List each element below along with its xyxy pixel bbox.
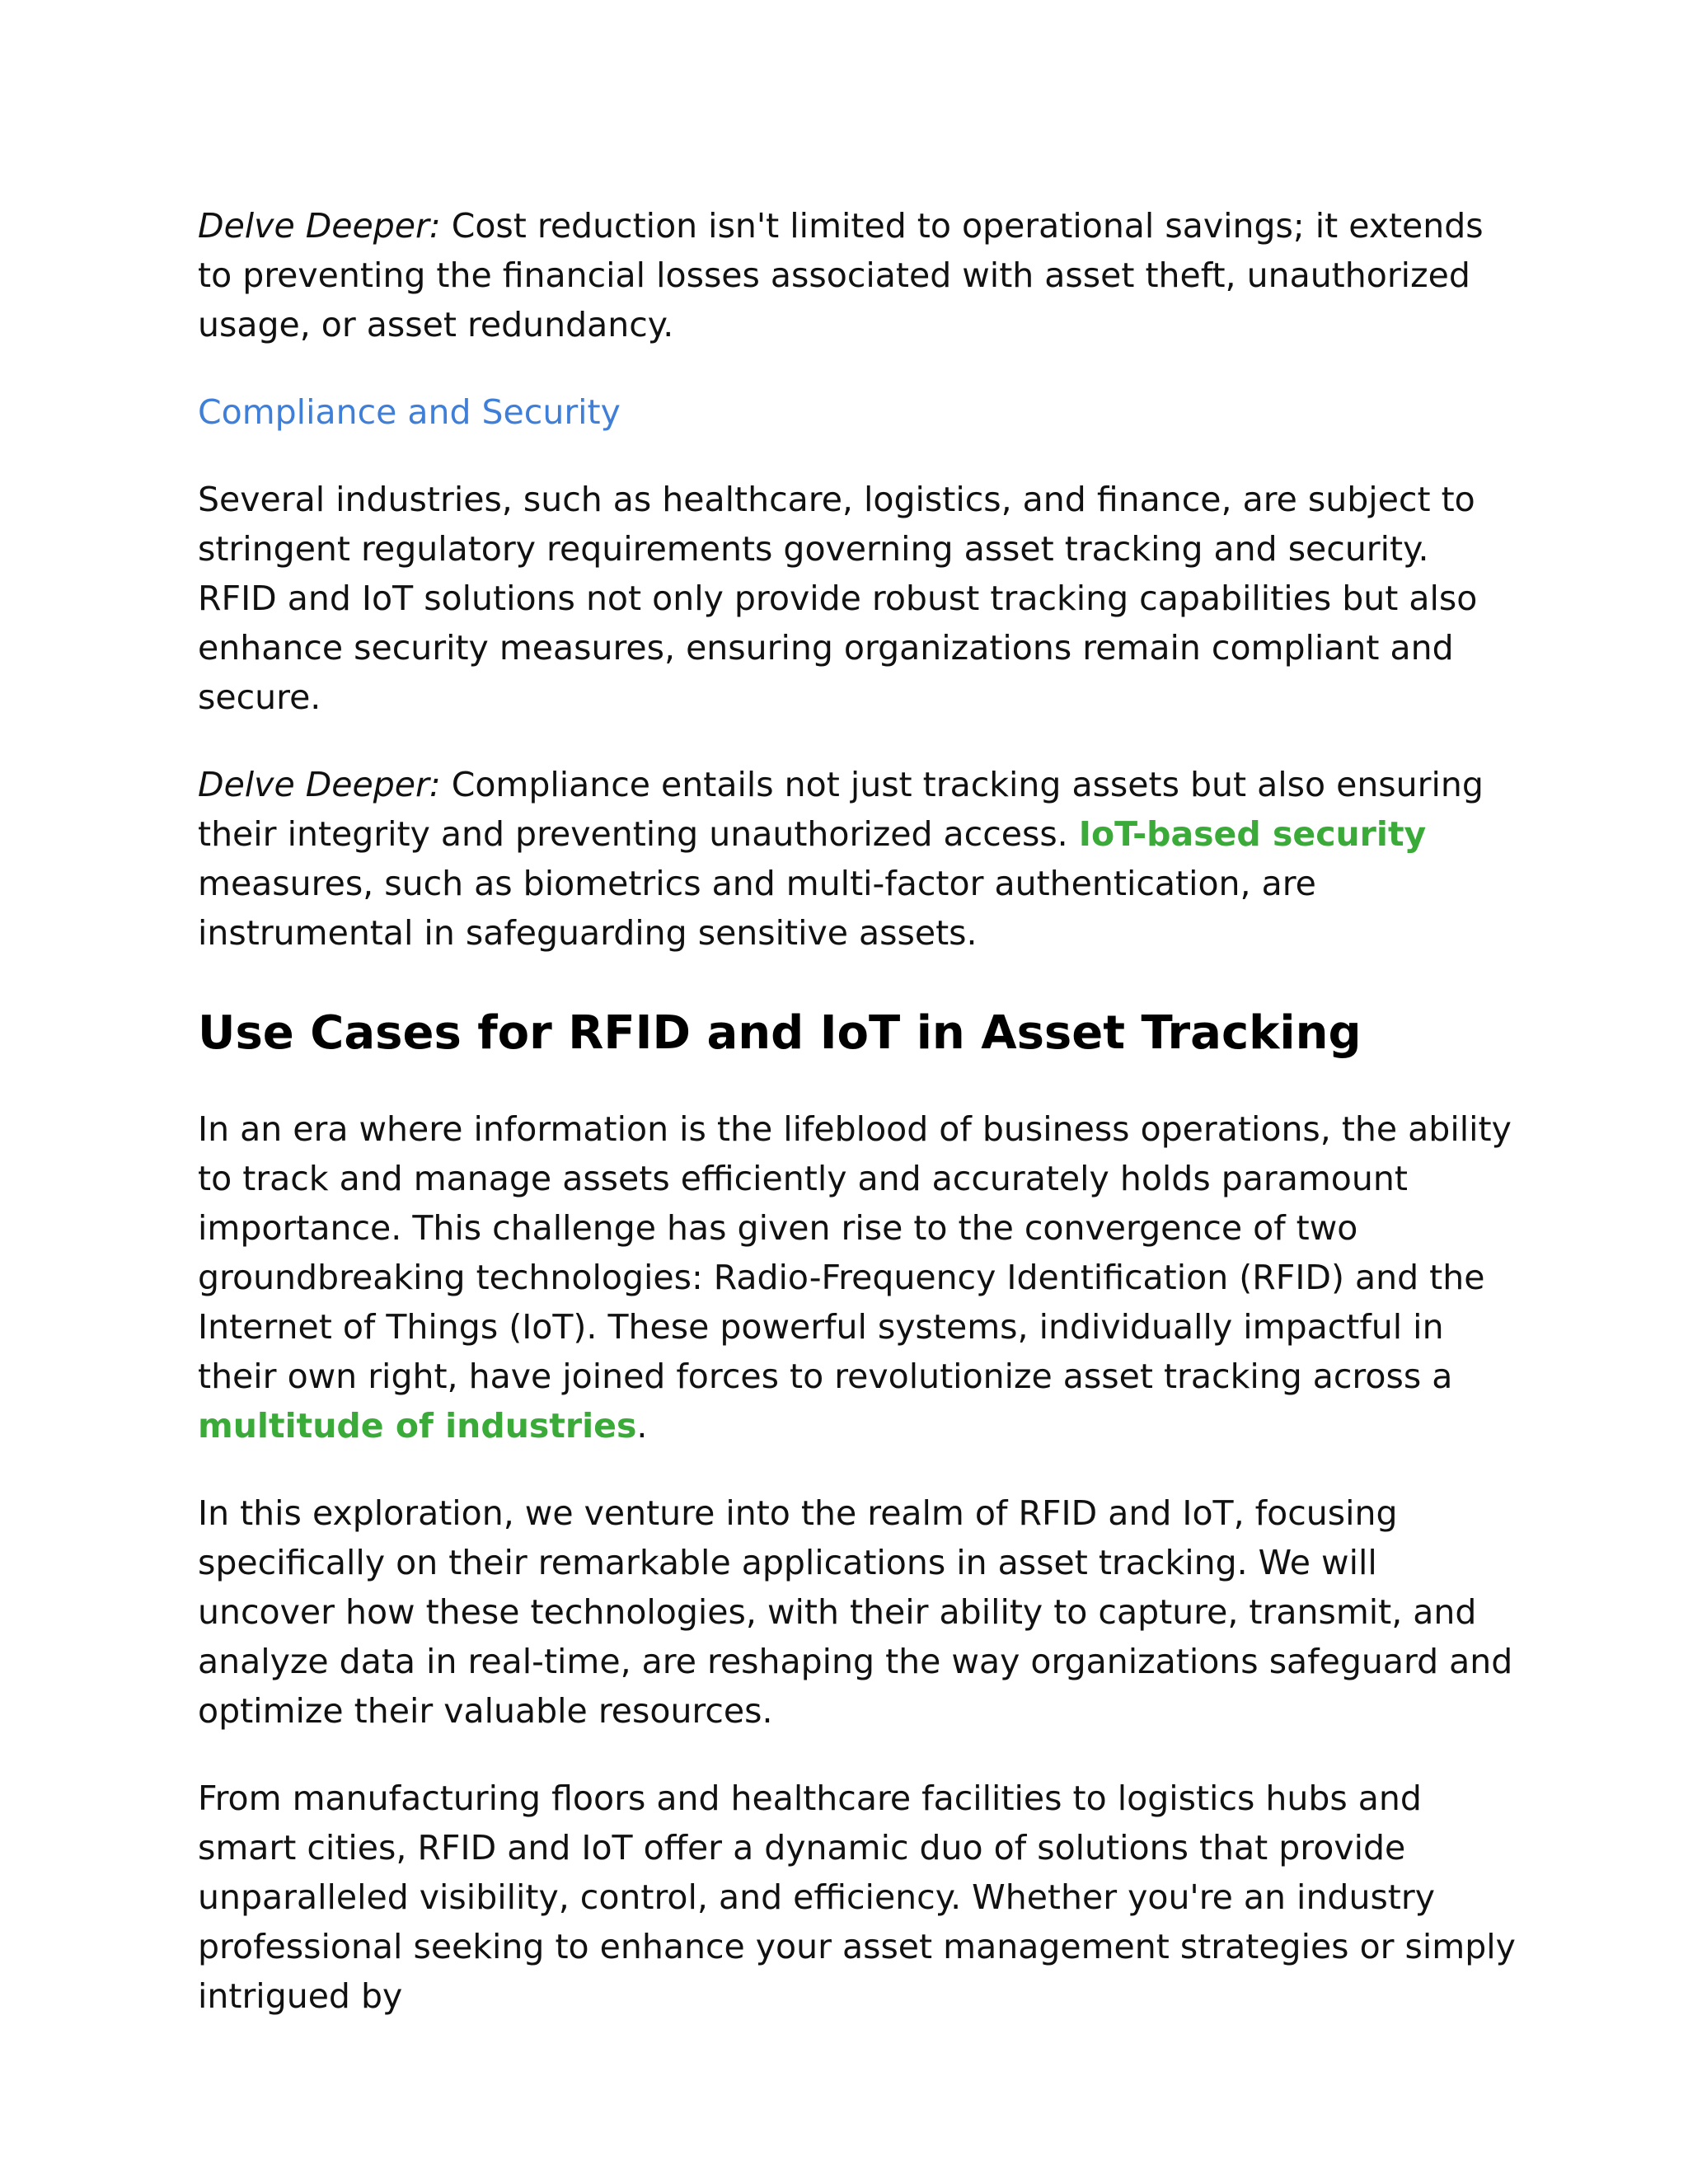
delve-deeper-compliance-paragraph [198, 760, 1517, 958]
compliance-heading: Compliance and Security [198, 392, 621, 432]
compliance-text-before: Compliance entails not just tracking assets but also ensuring their integrity and preventing unauthorized access. [198, 765, 1484, 854]
exploration-paragraph: In this exploration, we venture into the realm of RFID and IoT, focusing specifically on their remarkable applications in asset tracking. We will uncover how these technologies, with their ability to capture, transmit, and analyze data in real-time, are reshaping the way organizations safeguard and optimize their valuable resources. [198, 1493, 1513, 1731]
intro-paragraph [198, 1104, 1517, 1451]
section-title: Use Cases for RFID and IoT in Asset Tracking [198, 1006, 1362, 1060]
intro-text-after: . [636, 1406, 648, 1446]
delve-deeper-cost-paragraph [198, 201, 1517, 349]
delve-deeper-label: Delve Deeper: [198, 765, 441, 804]
document-page [198, 201, 1517, 2059]
compliance-paragraph: Several industries, such as healthcare, logistics, and finance, are subject to stringent regulatory requirements governing asset tracking and security. RFID and IoT solutions not only provide robust tracking capabilities but also enhance security measures, ensuring organizations remain compliant and secure. [198, 480, 1478, 717]
delve-deeper-label: Delve Deeper: [198, 206, 441, 246]
iot-security-link[interactable]: IoT-based security [1078, 814, 1427, 854]
final-paragraph: From manufacturing floors and healthcare facilities to logistics hubs and smart cities, RFID and IoT offer a dynamic duo of solutions that provide unparalleled visibility, control, and efficiency. Whether you're an industry professional seeking to enhance your asset management strategies or simply intrigued by [198, 1779, 1516, 2016]
intro-text-before: In an era where information is the lifeblood of business operations, the ability to track and manage assets efficiently and accurately holds paramount importance. This challenge has given rise to the convergence of two groundbreaking technologies: Radio-Frequency Identification (RFID) and the Internet of Things (IoT). These powerful systems, individually impactful in their own right, have joined forces to revolutionize asset tracking across a [198, 1109, 1512, 1396]
compliance-text-after: measures, such as biometrics and multi-factor authentication, are instrumental in safeguarding sensitive assets. [198, 864, 1316, 953]
industries-link[interactable]: multitude of industries [198, 1406, 637, 1446]
delve-deeper-cost-text: Cost reduction isn't limited to operational savings; it extends to preventing the financial losses associated with asset theft, unauthorized usage, or asset redundancy. [198, 206, 1484, 344]
